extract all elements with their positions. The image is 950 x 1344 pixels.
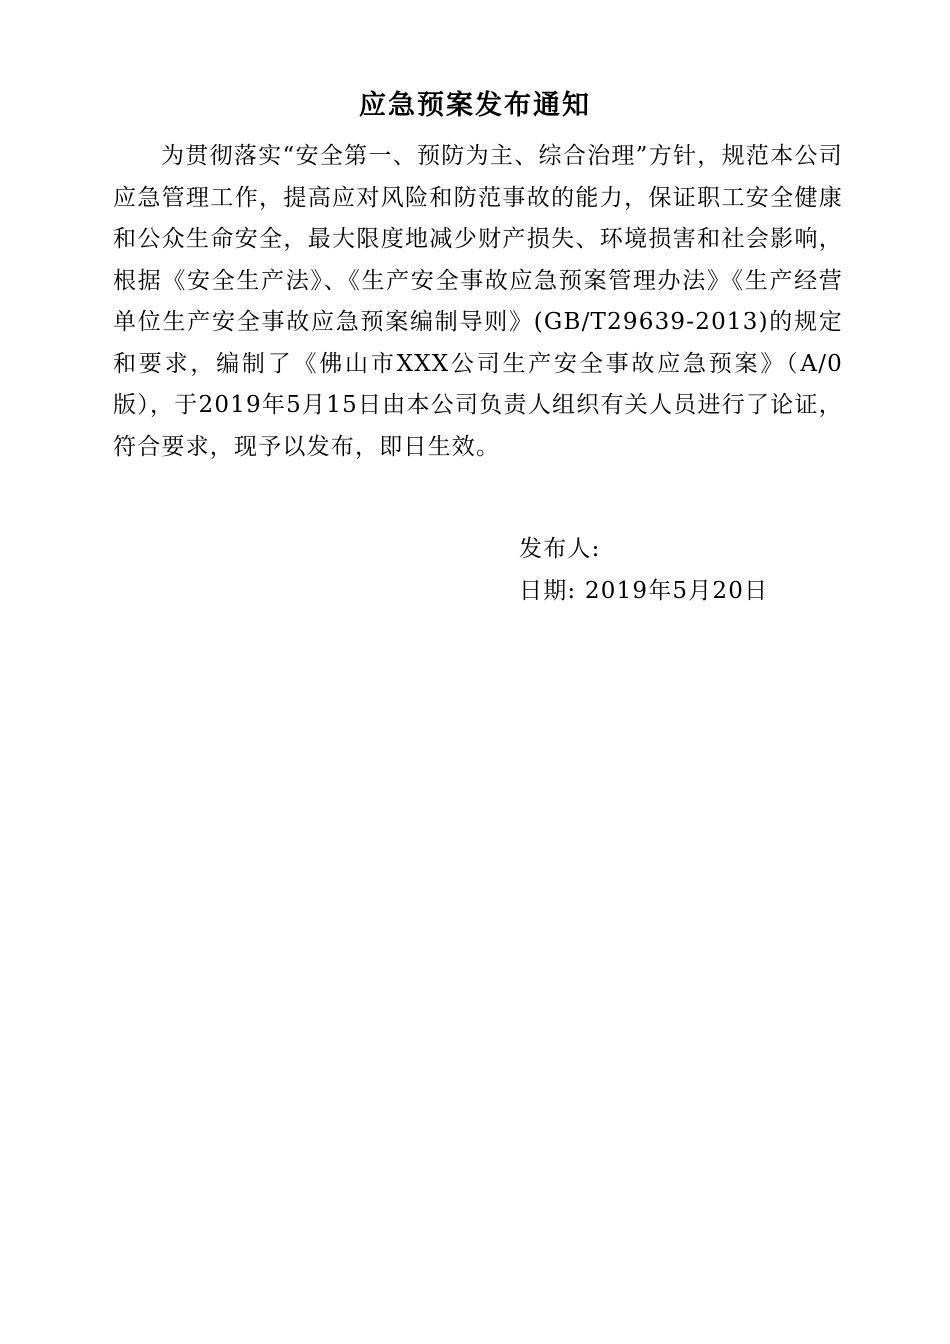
document-title: 应急预案发布通知 <box>359 90 591 121</box>
publisher-label: 发布人: <box>519 536 601 562</box>
publish-date: 日期: 2019年5月20日 <box>519 577 769 604</box>
notice-paragraph: 为贯彻落实“安全第一、预防为主、综合治理”方针，规范本公司应急管理工作，提高应对风险和防范事故的能力，保证职工安全健康和公众生命安全，最大限度地减少财产损失、环境损害和社会影响，根据《安全生产法》、《生产安全事故应急预案管理办法》《生产经营单位生产安全事故应急预案编制导则》(GB/T29639-2013)的规定和要求，编制了《佛山市XXX公司生产安全事故应急预案》（A/0版），于2019年5月15日由本公司负责人组织有关人员进行了论证，符合要求，现予以发布，即日生效。 <box>113 143 843 460</box>
signature-block <box>519 529 768 612</box>
